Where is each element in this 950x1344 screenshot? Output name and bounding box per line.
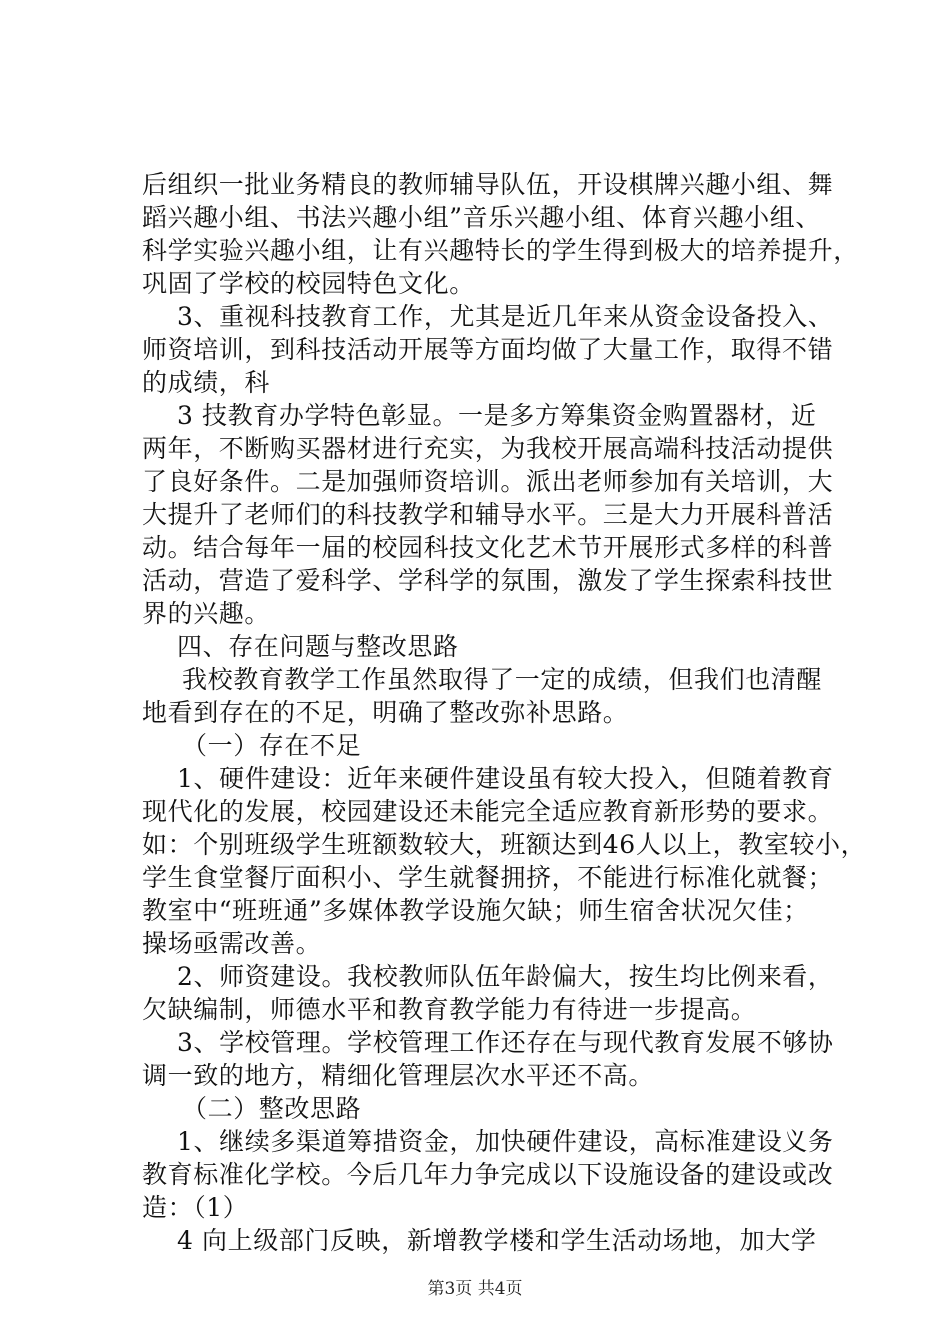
text-line: 3、学校管理。学校管理工作还存在与现代教育发展不够协 [177, 1028, 834, 1057]
text-line: 欠缺编制，师德水平和教育教学能力有待进一步提高。 [142, 995, 757, 1024]
text-line: 如：个别班级学生班额数较大，班额达到46人以上，教室较小， [142, 830, 867, 859]
text-line: 造：（1） [142, 1193, 249, 1222]
text-line: 3 技教育办学特色彰显。一是多方筹集资金购置器材，近 [177, 401, 817, 430]
text-line: 动。结合每年一届的校园科技文化艺术节开展形式多样的科普 [142, 533, 834, 562]
text-line: 调一致的地方，精细化管理层次水平还不高。 [142, 1061, 655, 1090]
subsection-heading: （一）存在不足 [182, 731, 362, 760]
text-line: 教育标准化学校。今后几年力争完成以下设施设备的建设或改 [142, 1160, 834, 1189]
text-line: 操场亟需改善。 [142, 929, 322, 958]
page-number-footer: 第3页 共4页 [427, 1279, 523, 1299]
section-heading: 四、存在问题与整改思路 [177, 632, 459, 661]
text-line: 蹈兴趣小组、书法兴趣小组”音乐兴趣小组、体育兴趣小组、 [142, 203, 821, 232]
text-line: 后组织一批业务精良的教师辅导队伍，开设棋牌兴趣小组、舞 [142, 170, 834, 199]
text-line: 1、硬件建设：近年来硬件建设虽有较大投入，但随着教育 [177, 764, 834, 793]
text-line: 巩固了学校的校园特色文化。 [142, 269, 475, 298]
text-line: 活动，营造了爱科学、学科学的氛围，激发了学生探索科技世 [142, 566, 834, 595]
text-line: 3、重视科技教育工作，尤其是近几年来从资金设备投入、 [177, 302, 834, 331]
text-line: 的成绩，科 [142, 368, 271, 397]
text-line: 学生食堂餐厅面积小、学生就餐拥挤，不能进行标准化就餐； [142, 863, 834, 892]
text-line: 1、继续多渠道筹措资金，加快硬件建设，高标准建设义务 [177, 1127, 834, 1156]
text-line: 4 向上级部门反映，新增教学楼和学生活动场地，加大学 [177, 1226, 817, 1255]
text-line: 大提升了老师们的科技教学和辅导水平。三是大力开展科普活 [142, 500, 834, 529]
text-line: 了良好条件。二是加强师资培训。派出老师参加有关培训，大 [142, 467, 834, 496]
text-line: 我校教育教学工作虽然取得了一定的成绩，但我们也清醒 [182, 665, 823, 694]
text-line: 2、师资建设。我校教师队伍年龄偏大，按生均比例来看， [177, 962, 834, 991]
text-line: 师资培训，到科技活动开展等方面均做了大量工作，取得不错 [142, 335, 834, 364]
text-line: 界的兴趣。 [142, 599, 271, 628]
text-line: 地看到存在的不足，明确了整改弥补思路。 [142, 698, 629, 727]
text-line: 教室中“班班通”多媒体教学设施欠缺；师生宿舍状况欠佳； [142, 896, 809, 925]
text-line: 科学实验兴趣小组，让有兴趣特长的学生得到极大的培养提升， [142, 236, 859, 265]
text-line: 现代化的发展，校园建设还未能完全适应教育新形势的要求。 [142, 797, 834, 826]
text-line: 两年，不断购买器材进行充实，为我校开展高端科技活动提供 [142, 434, 834, 463]
subsection-heading: （二）整改思路 [182, 1094, 362, 1123]
